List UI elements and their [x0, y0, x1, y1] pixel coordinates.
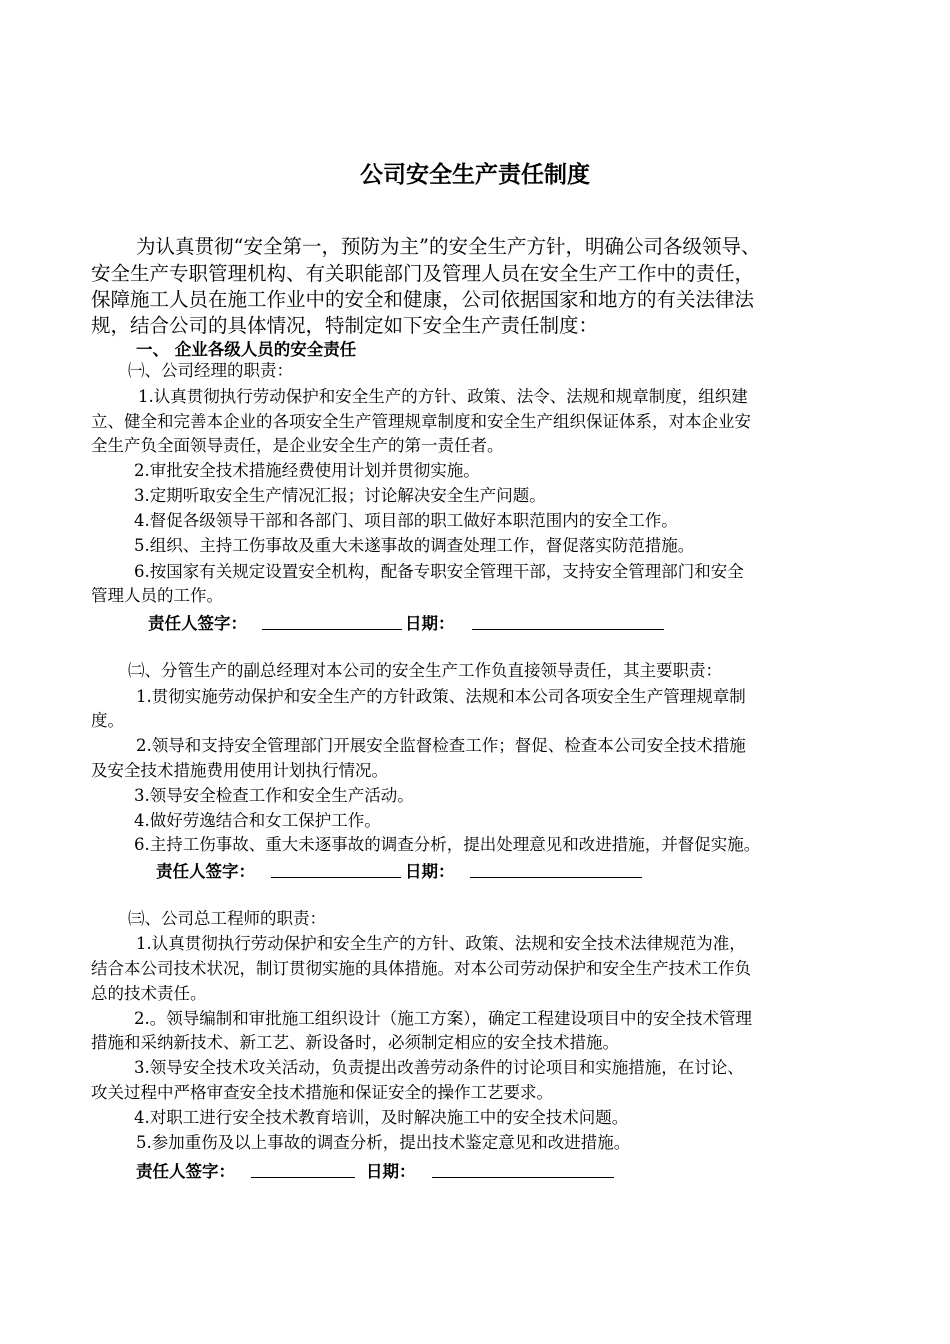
paragraph-line: 管理人员的工作。: [91, 586, 223, 605]
paragraph-line: 5.组织、主持工伤事故及重大未遂事故的调查处理工作，督促落实防范措施。: [134, 536, 695, 555]
date-label: 日期：: [366, 1162, 416, 1181]
paragraph-line: 4.督促各级领导干部和各部门、项目部的职工做好本职范围内的安全工作。: [134, 511, 678, 530]
subsection-heading: ㈢、公司总工程师的职责：: [128, 909, 326, 928]
paragraph-line: 3.定期听取安全生产情况汇报；讨论解决安全生产问题。: [134, 486, 546, 505]
paragraph-line: 度。: [91, 711, 124, 730]
paragraph-line: 立、健全和完善本企业的各项安全生产管理规章制度和安全生产组织保证体系，对本企业安: [91, 412, 751, 431]
intro-line: 保障施工人员在施工作业中的安全和健康，公司依据国家和地方的有关法律法: [91, 288, 755, 311]
paragraph-line: 2.审批安全技术措施经费使用计划并贯彻实施。: [134, 461, 480, 480]
date-blank: [432, 1177, 614, 1178]
date-blank: [472, 629, 664, 630]
signer-blank: [271, 877, 401, 878]
subsection-heading: ㈠、公司经理的职责：: [128, 361, 293, 380]
subsection-heading: ㈡、分管生产的副总经理对本公司的安全生产工作负直接领导责任，其主要职责：: [128, 661, 722, 680]
date-blank: [470, 877, 642, 878]
paragraph-line: 全生产负全面领导责任，是企业安全生产的第一责任者。: [91, 436, 504, 455]
paragraph-line: 1.贯彻实施劳动保护和安全生产的方针政策、法规和本公司各项安全生产管理规章制: [136, 687, 746, 706]
intro-line: 规，结合公司的具体情况，特制定如下安全生产责任制度：: [91, 314, 599, 337]
paragraph-line: 5.参加重伤及以上事故的调查分析，提出技术鉴定意见和改进措施。: [136, 1133, 631, 1152]
paragraph-line: 1.认真贯彻执行劳动保护和安全生产的方针、政策、法令、法规和规章制度，组织建: [138, 387, 748, 406]
intro-line: 为认真贯彻“安全第一，预防为主”的安全生产方针，明确公司各级领导、: [136, 235, 761, 258]
paragraph-line: 2.。领导编制和审批施工组织设计（施工方案），确定工程建设项目中的安全技术管理: [134, 1009, 752, 1028]
section-heading: 一、 企业各级人员的安全责任: [136, 340, 357, 359]
date-label: 日期：: [405, 862, 455, 881]
paragraph-line: 措施和采纳新技术、新工艺、新设备时，必须制定相应的安全技术措施。: [91, 1033, 619, 1052]
paragraph-line: 6.主持工伤事故、重大未逐事故的调查分析，提出处理意见和改进措施，并督促实施。: [134, 835, 761, 854]
signer-label: 责任人签字：: [156, 862, 255, 881]
paragraph-line: 2.领导和支持安全管理部门开展安全监督检查工作；督促、检查本公司安全技术措施: [136, 736, 746, 755]
signer-label: 责任人签字：: [136, 1162, 235, 1181]
paragraph-line: 1.认真贯彻执行劳动保护和安全生产的方针、政策、法规和安全技术法律规范为准，: [136, 934, 746, 953]
paragraph-line: 3.领导安全检查工作和安全生产活动。: [134, 786, 414, 805]
paragraph-line: 4.做好劳逸结合和女工保护工作。: [134, 811, 381, 830]
paragraph-line: 4.对职工进行安全技术教育培训，及时解决施工中的安全技术问题。: [134, 1108, 629, 1127]
paragraph-line: 总的技术责任。: [91, 984, 207, 1003]
paragraph-line: 6.按国家有关规定设置安全机构，配备专职安全管理干部，支持安全管理部门和安全: [134, 562, 744, 581]
intro-line: 安全生产专职管理机构、有关职能部门及管理人员在安全生产工作中的责任，: [91, 262, 755, 285]
signer-blank: [262, 629, 402, 630]
paragraph-line: 结合本公司技术状况，制订贯彻实施的具体措施。对本公司劳动保护和安全生产技术工作负: [91, 959, 751, 978]
paragraph-line: 及安全技术措施费用使用计划执行情况。: [91, 761, 388, 780]
signer-label: 责任人签字：: [148, 614, 247, 633]
paragraph-line: 3.领导安全技术攻关活动，负责提出改善劳动条件的讨论项目和实施措施，在讨论、: [134, 1058, 744, 1077]
date-label: 日期：: [405, 614, 455, 633]
page-title: 公司安全生产责任制度: [360, 162, 590, 188]
signer-blank: [251, 1177, 355, 1178]
paragraph-line: 攻关过程中严格审查安全技术措施和保证安全的操作工艺要求。: [91, 1083, 553, 1102]
